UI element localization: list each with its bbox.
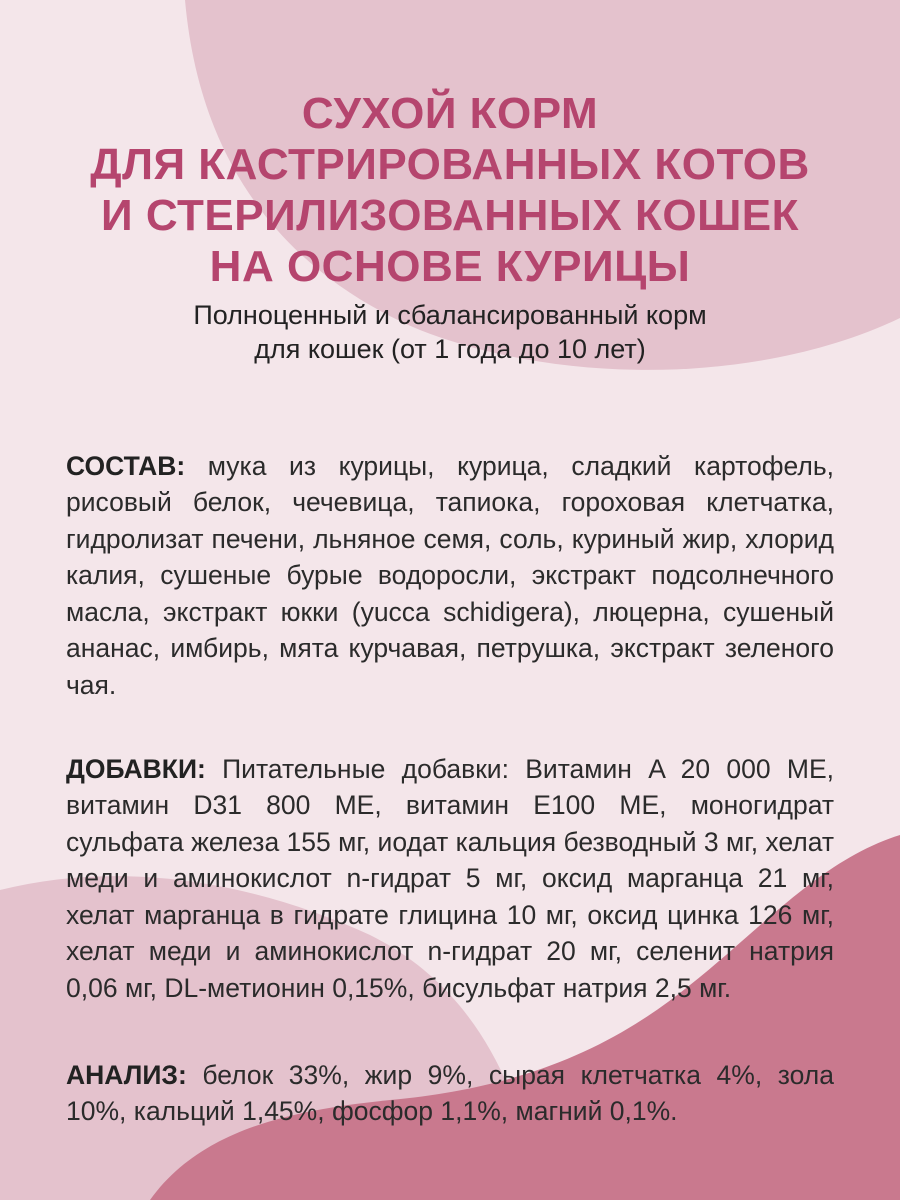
composition-section — [66, 448, 834, 704]
title-line: ДЛЯ КАСТРИРОВАННЫХ КОТОВ — [90, 140, 810, 189]
subtitle-line: Полноценный и сбалансированный корм — [193, 300, 707, 330]
product-title — [0, 88, 900, 292]
product-subtitle — [0, 298, 900, 366]
subtitle-line: для кошек (от 1 года до 10 лет) — [254, 334, 646, 364]
analysis-label: АНАЛИЗ: — [66, 1059, 187, 1090]
analysis-section — [66, 1057, 834, 1130]
composition-text: мука из курицы, курица, сладкий картофель, рисовый белок, чечевица, тапиока, гороховая клетчатка, гидролизат печени, льняное семя, соль, куриный жир, хлорид калия, сушеные бурые водоросли, экстракт подсолнечного масла, экстракт юкки (yucca schidigera), люцерна, сушеный ананас, имбирь, мята курчавая, петрушка, экстракт зеленого чая. — [66, 450, 834, 700]
composition-label: СОСТАВ: — [66, 450, 186, 481]
additives-section — [66, 751, 834, 1007]
title-line: И СТЕРИЛИЗОВАННЫХ КОШЕК — [101, 191, 799, 240]
additives-text: Питательные добавки: Витамин A 20 000 МЕ, витамин D31 800 МЕ, витамин E100 МЕ, моногидрат сульфата железа 155 мг, иодат кальция безводный 3 мг, хелат меди и аминокислот n-гидрат 5 мг, оксид марганца 21 мг, хелат марганца в гидрате глицина 10 мг, оксид цинка 126 мг, хелат меди и аминокислот n-гидрат 20 мг, селенит натрия 0,06 мг, DL-метионин 0,15%, бисульфат натрия 2,5 мг. — [66, 753, 834, 1003]
title-line: СУХОЙ КОРМ — [301, 89, 599, 138]
analysis-text: белок 33%, жир 9%, сырая клетчатка 4%, зола 10%, кальций 1,45%, фосфор 1,1%, магний 0,1%. — [66, 1059, 834, 1126]
title-line: НА ОСНОВЕ КУРИЦЫ — [209, 242, 691, 291]
additives-label: ДОБАВКИ: — [66, 753, 206, 784]
